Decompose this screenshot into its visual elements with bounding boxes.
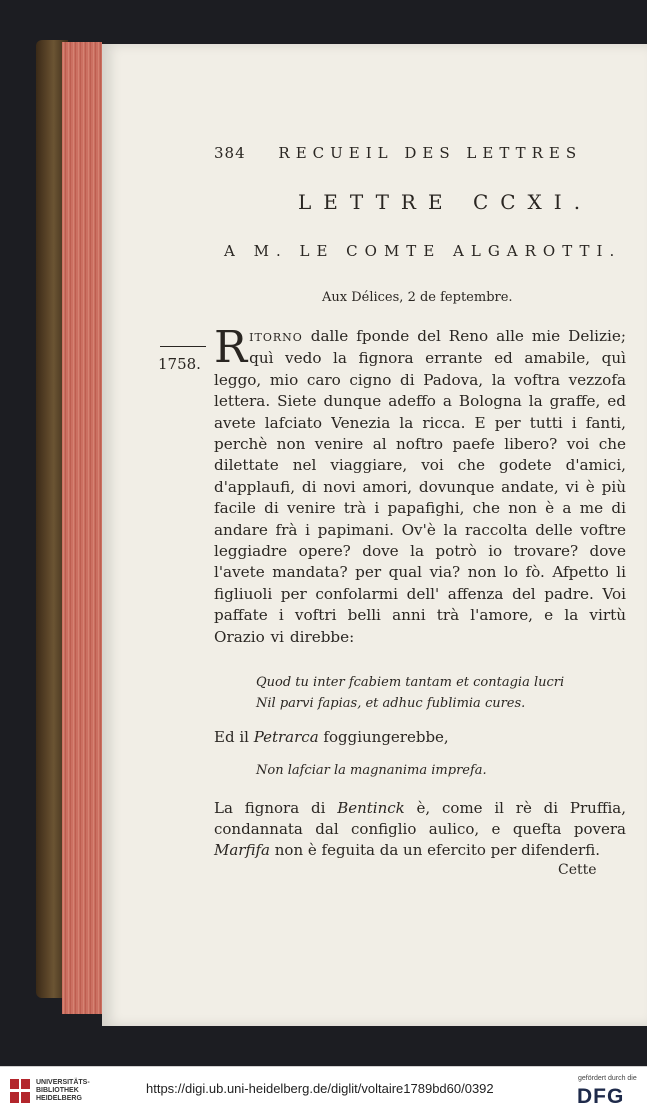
library-name-line: HEIDELBERG xyxy=(36,1095,82,1102)
dfg-logo: DFG xyxy=(577,1085,625,1108)
italian-quote: Non lafciar la magnanima imprefa. xyxy=(256,763,487,778)
book-page xyxy=(102,44,647,1026)
page-number: 384 xyxy=(214,144,246,162)
text-fragment: foggiungerebbe, xyxy=(318,728,449,746)
viewer-footer xyxy=(0,1066,647,1116)
quote-line: Quod tu inter fcabiem tantam et contagia lucri xyxy=(256,675,565,690)
text-fragment: è, come il rè di Pruffia, condannata dal configlio aulico, e quefta povera xyxy=(214,799,626,838)
person-name: Bentinck xyxy=(337,799,405,817)
library-logo-icon xyxy=(8,1075,32,1107)
margin-year: 1758. xyxy=(158,355,201,373)
text-fragment: non è feguita da un efercito per difenderfi. xyxy=(269,841,600,859)
text-fragment: Ed il xyxy=(214,728,254,746)
margin-rule xyxy=(160,346,206,347)
running-header xyxy=(214,144,582,162)
library-name-line: BIBLIOTHEK xyxy=(36,1087,79,1094)
addressee: A M. LE COMTE ALGAROTTI. xyxy=(224,242,622,260)
dateline: Aux Délices, 2 de feptembre. xyxy=(322,290,513,305)
drop-cap: R xyxy=(214,322,248,373)
library-name xyxy=(36,1079,90,1103)
quote-line: Nil parvi fapias, et adhuc fublimia cures. xyxy=(256,696,526,711)
page-edges xyxy=(62,42,102,1014)
person-name: Marfifa xyxy=(214,841,270,859)
petrarca-line xyxy=(214,728,449,746)
letter-body xyxy=(214,322,626,648)
author-name: Petrarca xyxy=(253,728,319,746)
body-text: dalle fponde del Reno alle mie Delizie; quì vedo la fignora errante ed amabile, quì leggo, mio caro cigno di Padova, la voftra vezzofa lettera. Siete dunque adeffo a Bologna la graffe, ed avete lafciato Venezia la ricca. E per tutti i fanti, perchè non venire al noftro paefe libero? voi che dilettate nel viaggiare, voi che godete d'amici, d'applaufi, di novi amori, dovunque andate, vi è più facile di venire trà i papafighi, che non è a me di andare frà i papimani. Ov'è la raccolta delle voftre leggiadre opere? dove la potrò io trovare? dove l'avete mandata? per qual via? non lo fò. Afpetto li figliuoli per confolarmi dell' affenza del padre. Voi paffate i voftri belli anni trà l'amore, e la virtù Orazio vi direbbe: xyxy=(214,327,626,646)
first-word: ITORNO xyxy=(249,331,303,344)
permalink[interactable]: https://digi.ub.uni-heidelberg.de/diglit/voltaire1789bd60/0392 xyxy=(146,1081,494,1096)
running-head: RECUEIL DES LETTRES xyxy=(278,144,583,162)
latin-quote xyxy=(256,672,564,714)
library-name-line: UNIVERSITÄTS- xyxy=(36,1079,90,1086)
text-fragment: La fignora di xyxy=(214,799,338,817)
letter-title: LETTRE CCXI. xyxy=(298,190,593,214)
funded-by-label: gefördert durch die xyxy=(578,1075,637,1082)
catchword: Cette xyxy=(558,862,597,878)
second-paragraph xyxy=(214,798,626,861)
